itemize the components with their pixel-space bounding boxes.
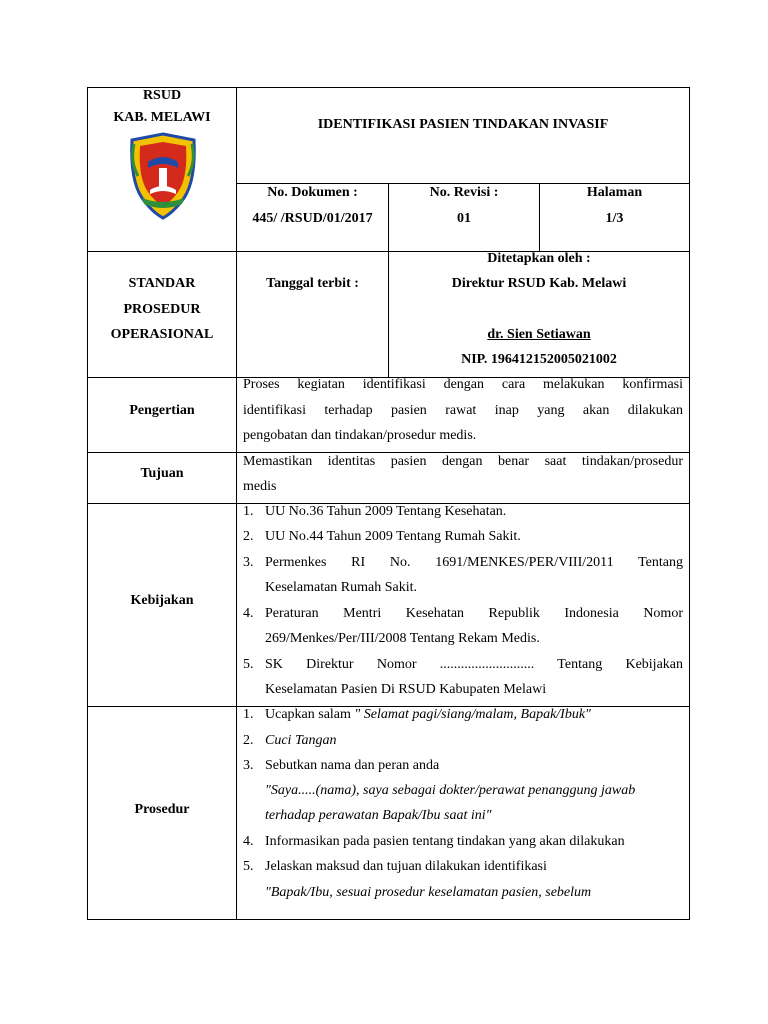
prosedur-num-4: 4. xyxy=(243,834,254,849)
prosedur-num-5: 5. xyxy=(243,859,254,874)
prosedur-item-3-quote-line-2: terhadap perawatan Bapak/Ibu saat ini" xyxy=(265,808,492,823)
tujuan-line-1: Memastikan identitas pasien dengan benar saat tindakan/prosedur xyxy=(243,454,683,469)
prosedur-num-3: 3. xyxy=(243,758,254,773)
sop-line-standar: STANDAR xyxy=(128,276,196,291)
signer-name: dr. Sien Setiawan xyxy=(487,327,591,342)
prosedur-item-4: Informasikan pada pasien tentang tindakan yang akan dilakukan xyxy=(265,834,625,849)
kebijakan-num-4: 4. xyxy=(243,606,254,621)
issue-date-label: Tanggal terbit : xyxy=(266,276,359,291)
kebijakan-item-3-line-2: Keselamatan Rumah Sakit. xyxy=(265,580,418,595)
kebijakan-num-5: 5. xyxy=(243,657,254,672)
prosedur-num-2: 2. xyxy=(243,733,254,748)
revision-label: No. Revisi : xyxy=(429,185,499,200)
page-label: Halaman xyxy=(586,185,643,200)
pengertian-line-2: identifikasi terhadap pasien rawat inap yang akan dilakukan xyxy=(243,403,683,418)
prosedur-label: Prosedur xyxy=(134,802,190,817)
kebijakan-item-2: UU No.44 Tahun 2009 Tentang Rumah Sakit. xyxy=(265,529,521,544)
kebijakan-label: Kebijakan xyxy=(130,593,194,608)
kebijakan-num-2: 2. xyxy=(243,529,254,544)
org-name: RSUD xyxy=(142,88,182,103)
signer-nip: NIP. 196412152005021002 xyxy=(461,352,617,367)
prosedur-item-1 xyxy=(265,706,591,724)
kebijakan-item-3-line-1: Permenkes RI No. 1691/MENKES/PER/VIII/2011 Tentang xyxy=(265,555,683,570)
kebijakan-item-5-line-2: Keselamatan Pasien Di RSUD Kabupaten Melawi xyxy=(265,682,547,697)
page-value: 1/3 xyxy=(605,211,624,226)
prosedur-item-5: Jelaskan maksud dan tujuan dilakukan identifikasi xyxy=(265,859,547,874)
kebijakan-num-3: 3. xyxy=(243,555,254,570)
sop-line-operasional: OPERASIONAL xyxy=(110,327,214,342)
kebijakan-item-4-line-2: 269/Menkes/Per/III/2008 Tentang Rekam Medis. xyxy=(265,631,540,646)
prosedur-num-1: 1. xyxy=(243,707,254,722)
set-by-label: Ditetapkan oleh : xyxy=(487,251,591,266)
org-region: KAB. MELAWI xyxy=(113,110,211,125)
doc-no-label: No. Dokumen : xyxy=(267,185,358,200)
kebijakan-num-1: 1. xyxy=(243,504,254,519)
pengertian-line-3: pengobatan dan tindakan/prosedur medis. xyxy=(243,428,477,443)
prosedur-item-2: Cuci Tangan xyxy=(265,733,337,748)
pengertian-line-1: Proses kegiatan identifikasi dengan cara melakukan konfirmasi xyxy=(243,377,683,392)
kebijakan-item-5-line-1: SK Direktur Nomor ........................... Tentang Kebijakan xyxy=(265,657,683,672)
kabupaten-melawi-logo xyxy=(128,132,198,220)
prosedur-item-1-quote: " Selamat pagi/siang/malam, Bapak/Ibuk" xyxy=(354,707,591,722)
director-title: Direktur RSUD Kab. Melawi xyxy=(451,276,627,291)
sop-line-prosedur: PROSEDUR xyxy=(123,302,201,317)
doc-no-value: 445/ /RSUD/01/2017 xyxy=(252,211,373,226)
revision-value: 01 xyxy=(457,211,471,226)
kebijakan-item-4-line-1: Peraturan Mentri Kesehatan Republik Indonesia Nomor xyxy=(265,606,683,621)
pengertian-label: Pengertian xyxy=(129,403,195,418)
prosedur-item-1-text: Ucapkan salam xyxy=(265,707,351,722)
prosedur-item-3-quote-line-1: "Saya.....(nama), saya sebagai dokter/perawat penanggung jawab xyxy=(265,783,636,798)
kebijakan-item-1: UU No.36 Tahun 2009 Tentang Kesehatan. xyxy=(265,504,507,519)
tujuan-label: Tujuan xyxy=(140,466,184,481)
document-title: IDENTIFIKASI PASIEN TINDAKAN INVASIF xyxy=(317,117,609,132)
prosedur-item-3: Sebutkan nama dan peran anda xyxy=(265,758,440,773)
prosedur-item-5-quote: "Bapak/Ibu, sesuai prosedur keselamatan pasien, sebelum xyxy=(265,885,592,900)
tujuan-line-2: medis xyxy=(243,479,277,494)
